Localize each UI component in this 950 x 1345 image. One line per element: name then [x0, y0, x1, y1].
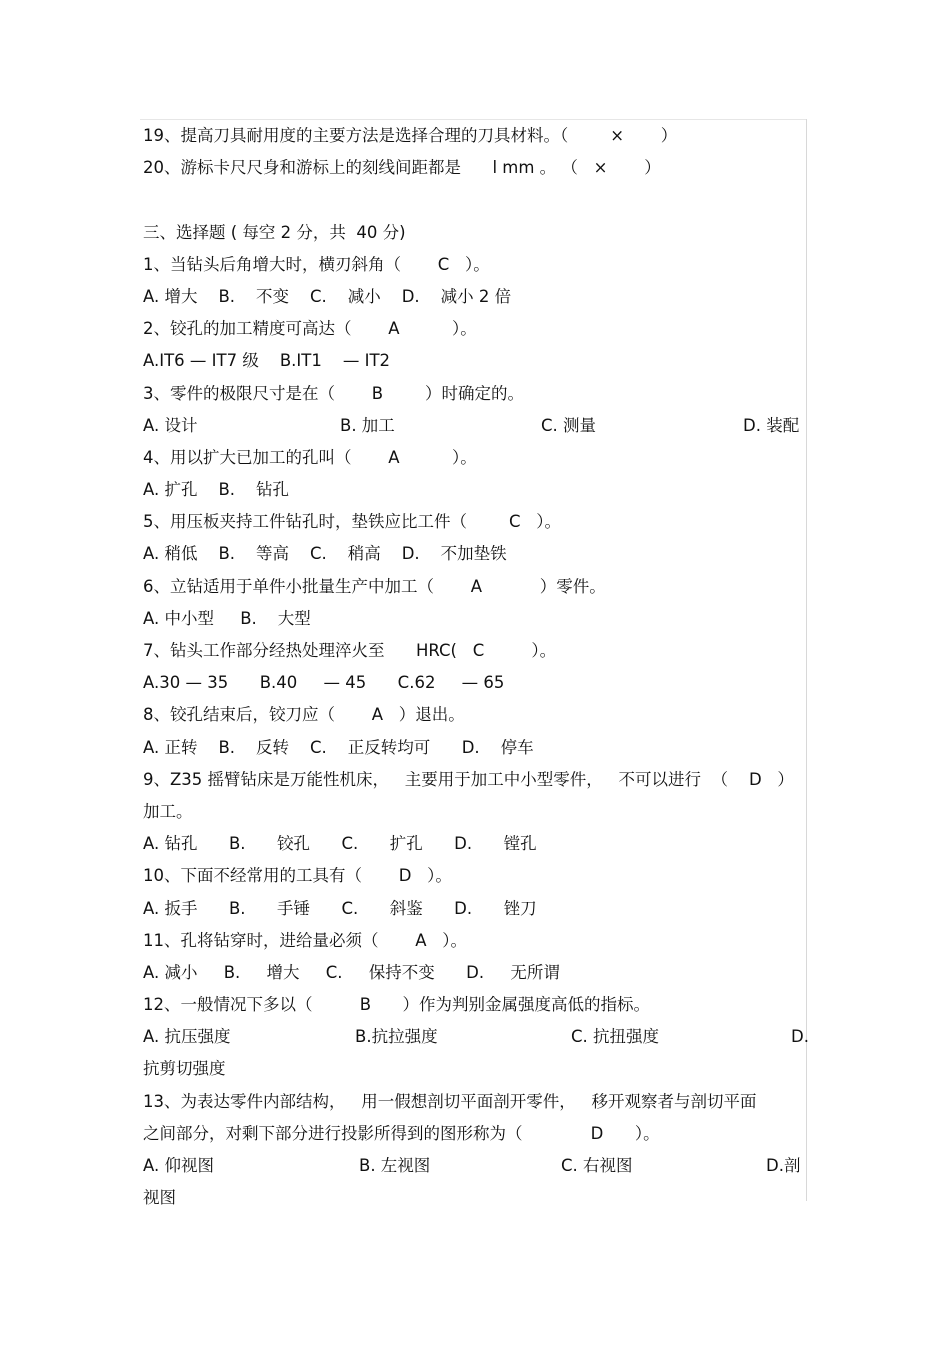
choice-question-1: 1、当钻头后角增大时，横刃斜角（ C ）。 [143, 254, 490, 274]
choice-options-12 [143, 1021, 813, 1053]
choice-question-3: 3、零件的极限尺寸是在（ B ）时确定的。 [143, 383, 524, 403]
option-a: A. 设计 [143, 415, 198, 435]
option-c: C. 右视图 [561, 1156, 633, 1175]
option-c: C. 抗扭强度 [571, 1027, 660, 1047]
choice-question-12: 12、一般情况下多以（ B ）作为判别金属强度高低的指标。 [143, 995, 650, 1015]
choice-options-2: A.IT6 — IT7 级 B.IT1 — IT2 [143, 351, 391, 371]
choice-question-8: 8、铰孔结束后，铰刀应（ A ）退出。 [143, 705, 465, 725]
choice-options-9: A. 钻孔 B. 铰孔 C. 扩孔 D. 镗孔 [143, 834, 537, 854]
choice-options-12-cont: 抗剪切强度 [143, 1059, 226, 1079]
choice-options-8: A. 正转 B. 反转 C. 正反转均可 D. 停车 [143, 737, 534, 757]
option-b: B. 加工 [340, 415, 395, 435]
option-c: C. 测量 [541, 415, 597, 435]
blank-line [143, 184, 813, 216]
question-19: 19、提高刀具耐用度的主要方法是选择合理的刀具材料。（ × ） [143, 126, 678, 145]
choice-question-5: 5、用压板夹持工件钻孔时，垫铁应比工件（ C ）。 [143, 512, 561, 532]
choice-question-2: 2、铰孔的加工精度可高达（ A ）。 [143, 319, 477, 339]
choice-options-13-cont: 视图 [143, 1188, 176, 1208]
question-20: 20、游标卡尺尺身和游标上的刻线间距都是 l mm 。 （ × ） [143, 158, 661, 178]
choice-options-5: A. 稍低 B. 等高 C. 稍高 D. 不加垫铁 [143, 544, 507, 564]
choice-question-7: 7、钻头工作部分经热处理淬火至 HRC( C ）。 [143, 641, 557, 660]
choice-question-13: 13、为表达零件内部结构， 用一假想剖切平面剖开零件， 移开观察者与剖切平面 [143, 1091, 757, 1111]
section-heading: 三、选择题 ( 每空 2 分，共 40 分) [143, 222, 406, 242]
choice-question-13-cont: 之间部分，对剩下部分进行投影所得到的图形称为（ D ）。 [143, 1123, 660, 1143]
choice-options-13 [143, 1150, 813, 1182]
option-b: B. 左视图 [359, 1156, 431, 1175]
choice-question-9: 9、Z35 摇臂钻床是万能性机床， 主要用于加工中小型零件， 不可以进行 （ D ） [143, 769, 794, 789]
option-d: D.剖 [766, 1156, 801, 1175]
choice-options-4: A. 扩孔 B. 钻孔 [143, 480, 290, 500]
choice-options-11: A. 减小 B. 增大 C. 保持不变 D. 无所谓 [143, 962, 560, 982]
choice-question-6: 6、立钻适用于单件小批量生产中加工（ A ）零件。 [143, 576, 606, 596]
choice-question-10: 10、下面不经常用的工具有（ D ）。 [143, 866, 452, 886]
choice-options-3 [143, 410, 813, 442]
choice-options-10: A. 扳手 B. 手锤 C. 斜鉴 D. 锉刀 [143, 898, 537, 918]
document-content [143, 120, 813, 1214]
option-b: B.抗拉强度 [355, 1027, 438, 1047]
choice-question-9-cont: 加工。 [143, 801, 193, 821]
option-a: A. 仰视图 [143, 1156, 214, 1175]
choice-question-4: 4、用以扩大已加工的孔叫（ A ）。 [143, 447, 477, 467]
choice-options-6: A. 中小型 B. 大型 [143, 608, 311, 628]
choice-options-1: A. 增大 B. 不变 C. 减小 D. 减小 2 倍 [143, 286, 512, 306]
option-a: A. 抗压强度 [143, 1027, 231, 1047]
choice-options-7: A.30 — 35 B.40 — 45 C.62 — 65 [143, 673, 505, 693]
option-d: D. [791, 1027, 809, 1047]
option-d: D. 装配 [743, 415, 800, 435]
choice-question-11: 11、孔将钻穿时，进给量必须（ A ）。 [143, 930, 467, 950]
